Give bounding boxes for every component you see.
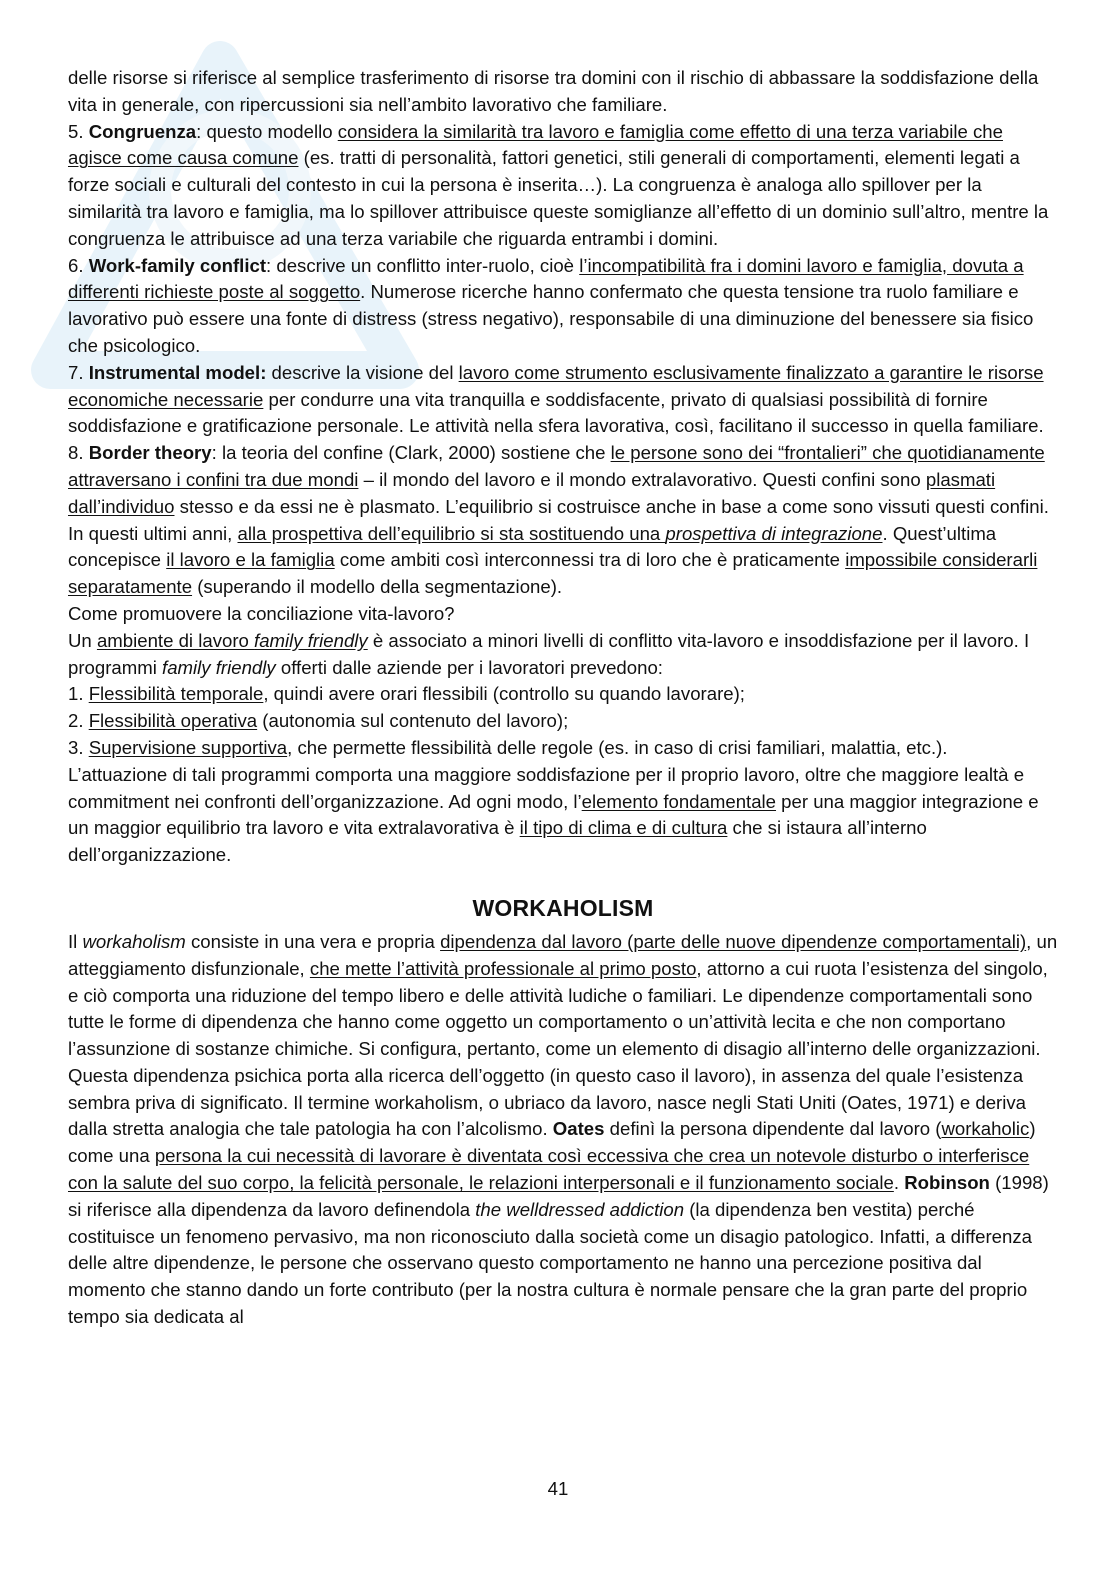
paragraph bbox=[68, 119, 1058, 253]
paragraph bbox=[68, 65, 1058, 119]
text-run: : questo modello bbox=[196, 120, 338, 142]
paragraph bbox=[68, 762, 1058, 869]
text-run: (es. tratti di personalità, fattori genetici, stili generali di comportamenti, elementi legati a forze sociali e culturali del contesto in cui la persona è inserita…). La congruenza è analoga allo spillover per la similarità tra lavoro e famiglia, ma lo spillover attribuisce queste somiglianze all’effetto di un dominio sull’altro, mentre la congruenza le attribuisce ad una terza variabile che riguarda entrambi i domini. bbox=[68, 147, 1049, 249]
text-run: prospettiva di integrazione bbox=[665, 522, 883, 544]
text-run: : descrive un conflitto inter-ruolo, cioè bbox=[266, 254, 580, 276]
text-run: offerti dalle aziende per i lavoratori prevedono: bbox=[275, 656, 663, 678]
text-run: consiste in una vera e propria bbox=[185, 930, 441, 952]
text-run: Oates bbox=[552, 1118, 605, 1140]
text-run: che mette l’attività professionale al primo posto bbox=[309, 957, 697, 979]
text-run: , che permette flessibilità delle regole (es. in caso di crisi familiari, malattia, etc.). bbox=[287, 736, 948, 758]
text-run: il tipo di clima e di cultura bbox=[519, 817, 728, 839]
text-run: the welldressed addiction bbox=[475, 1198, 685, 1220]
text-run: , attorno a cui ruota l’esistenza del singolo, e ciò comporta una riduzione del tempo libero e delle attività ludiche o familiari. Le dipendenze comportamentali sono tutte le forme di dipendenza che hanno come oggetto un comportamento o un’attività lecita e che non comportano l’assunzione di sostanze chimiche. Si configura, pertanto, come un elemento di disagio all’interno delle organizzazioni. Questa dipendenza psichica porta alla ricerca dell’oggetto (in questo caso il lavoro), in assenza del quale l’esistenza sembra priva di significato. Il termine workaholism, o ubriaco da lavoro, nasce negli Stati Uniti (Oates, 1971) e deriva dalla stretta analogia che tale patologia ha con l’alcolismo. bbox=[68, 957, 1048, 1140]
text-run: che si istaura all’interno dell’organizzazione. bbox=[68, 817, 927, 866]
text-run: per una maggior integrazione e un maggior equilibrio tra lavoro e vita extralavorativa è bbox=[68, 790, 1039, 839]
paragraph bbox=[68, 681, 1058, 708]
text-run: . bbox=[893, 1172, 905, 1194]
text-run: plasmati dall’individuo bbox=[68, 468, 996, 517]
text-run: Il bbox=[68, 930, 83, 952]
text-run: 7. bbox=[68, 361, 89, 383]
text-run: elemento fondamentale bbox=[581, 790, 777, 812]
text-run: : la teoria del confine (Clark, 2000) sostiene che bbox=[211, 442, 611, 464]
text-run: impossibile considerarli separatamente bbox=[68, 549, 1038, 598]
text-run: delle risorse si riferisce al semplice trasferimento di risorse tra domini con il rischio di abbassare la soddisfazione della vita in generale, con ripercussioni sia nell’ambito lavorativo che familiare. bbox=[68, 67, 1039, 115]
text-run: . Numerose ricerche hanno confermato che questa tensione tra ruolo familiare e lavorativo può essere una fonte di distress (stress negativo), responsabile di una diminuzione del benessere sia fisico che psicologico. bbox=[68, 281, 1034, 356]
text-run: , quindi avere orari flessibili (controllo su quando lavorare); bbox=[263, 683, 745, 705]
section-heading-workaholism: WORKAHOLISM bbox=[472, 894, 654, 921]
paragraph bbox=[68, 708, 1058, 735]
text-run: (1998) si riferisce alla dipendenza da lavoro definendola bbox=[68, 1172, 1049, 1220]
text-run: alla prospettiva dell’equilibrio si sta sostituendo una bbox=[237, 522, 666, 544]
text-run: Instrumental model: bbox=[88, 361, 267, 383]
text-run: Congruenza bbox=[88, 120, 197, 142]
text-run: il lavoro e la famiglia bbox=[166, 549, 335, 571]
section-work-family-models bbox=[68, 65, 1058, 869]
text-run: stesso e da essi ne è plasmato. L’equilibrio si costruisce anche in base a come sono vissuti questi confini. In questi ultimi anni, bbox=[68, 495, 1049, 544]
text-run: 5. bbox=[68, 120, 89, 142]
text-run: le persone sono dei “frontalieri” che quotidianamente attraversano i confini tra due mondi bbox=[68, 442, 1045, 490]
text-run: family friendly bbox=[254, 629, 368, 651]
text-run: 2. bbox=[68, 710, 89, 732]
document-page bbox=[68, 65, 1058, 1331]
paragraph bbox=[68, 929, 1058, 1331]
text-run: 6. bbox=[68, 254, 89, 276]
text-run: L’attuazione di tali programmi comporta una maggiore soddisfazione per il proprio lavoro, oltre che maggiore lealtà e commitment nei confronti dell’organizzazione. Ad ogni modo, l’ bbox=[68, 763, 1025, 812]
text-run: ) come una bbox=[68, 1118, 1036, 1167]
text-run: dipendenza dal lavoro (parte delle nuove dipendenze comportamentali) bbox=[440, 930, 1027, 952]
text-run: definì la persona dipendente dal lavoro ( bbox=[604, 1118, 942, 1140]
text-run: Work-family conflict bbox=[88, 254, 267, 276]
text-run: . Quest’ultima concepisce bbox=[68, 522, 997, 571]
text-run: per condurre una vita tranquilla e soddisfacente, privato di qualsiasi possibilità di fornire soddisfazione e gratificazione personale. Le attività nella sfera lavorativa, così, facilitano il successo in quella familiare. bbox=[68, 388, 1044, 437]
text-run: Flessibilità temporale bbox=[88, 683, 264, 705]
text-run: Border theory bbox=[88, 442, 212, 464]
paragraph bbox=[68, 253, 1058, 360]
text-run: 1. bbox=[68, 683, 89, 705]
text-run: Robinson bbox=[904, 1172, 990, 1194]
text-run: persona la cui necessità di lavorare è diventata così eccessiva che crea un notevole disturbo o interferisce con la salute del suo corpo, la felicità personale, le relazioni interpersonali e il funzionamento sociale bbox=[68, 1145, 1030, 1194]
page-number: 41 bbox=[547, 1478, 569, 1499]
text-run: Flessibilità operativa bbox=[88, 710, 258, 732]
text-run: workaholism bbox=[82, 930, 186, 952]
text-run: come ambiti così interconnessi tra di loro che è praticamente bbox=[334, 549, 846, 571]
paragraph bbox=[68, 735, 1058, 762]
paragraph bbox=[68, 440, 1058, 601]
text-run: 3. bbox=[68, 736, 89, 758]
paragraph bbox=[68, 628, 1058, 682]
paragraph bbox=[68, 360, 1058, 440]
text-run: (autonomia sul contenuto del lavoro); bbox=[257, 710, 569, 732]
text-run: descrive la visione del bbox=[266, 361, 459, 383]
text-run: Supervisione supportiva bbox=[88, 736, 288, 758]
text-run: workaholic bbox=[941, 1118, 1030, 1140]
text-run: (superando il modello della segmentazione). bbox=[192, 576, 563, 598]
text-run: (la dipendenza ben vestita) perché costituisce un fenomeno pervasivo, ma non riconosciuto dalla società come un disagio patologico. Infatti, a differenza delle altre dipendenze, le persone che osservano questo comportamento ne hanno una percezione positiva dal momento che stanno dando un forte contributo (per la nostra cultura è normale pensare che la gran parte del proprio tempo sia dedicata al bbox=[68, 1198, 1032, 1328]
paragraph bbox=[68, 601, 1058, 628]
text-run: , un atteggiamento disfunzionale, bbox=[68, 930, 1058, 979]
text-run: lavoro come strumento esclusivamente finalizzato a garantire le risorse economiche necessarie bbox=[68, 361, 1044, 410]
section-workaholism bbox=[68, 929, 1058, 1331]
text-run: l’incompatibilità fra i domini lavoro e famiglia, dovuta a differenti richieste poste al soggetto bbox=[68, 254, 1024, 303]
text-run: Un bbox=[68, 629, 97, 651]
text-run: è associato a minori livelli di conflitto vita-lavoro e insoddisfazione per il lavoro. I programmi bbox=[68, 629, 1030, 678]
text-run: 8. bbox=[68, 442, 89, 464]
text-run: ambiente di lavoro bbox=[96, 629, 255, 651]
text-run: family friendly bbox=[162, 656, 276, 678]
text-run: – il mondo del lavoro e il mondo extralavorativo. Questi confini sono bbox=[358, 468, 926, 490]
text-run: considera la similarità tra lavoro e famiglia come effetto di una terza variabile che agisce come causa comune bbox=[68, 120, 1003, 169]
text-run: Come promuovere la conciliazione vita-lavoro? bbox=[68, 602, 455, 624]
